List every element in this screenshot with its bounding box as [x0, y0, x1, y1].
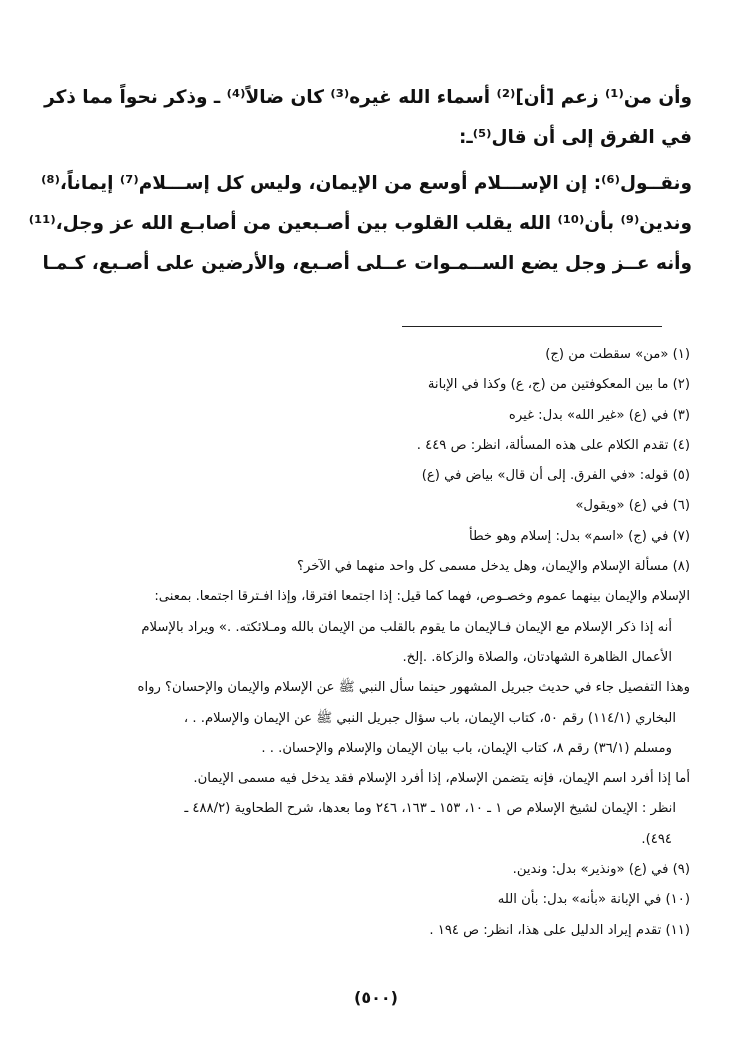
footnote-line: (٧) في (ج) «اسم» بدل: إسلام وهو خطأ — [469, 528, 690, 544]
footnote-line: أنه إذا ذكر الإسلام مع الإيمان فـالإيمان ما يقوم بالقلب من الإيمان بالله ومـلائكته. .» ويراد بالإسلام — [141, 619, 672, 635]
footnote-line: (٨) مسألة الإسلام والإيمان، وهل يدخل مسمى كل واحد منهما في الآخر؟ — [296, 559, 690, 575]
main-text-line: وندين⁽⁹⁾ بأن⁽¹⁰⁾ الله يقلب القلوب بين أصـبعين من أصابـع الله عز وجل،⁽¹¹⁾ — [28, 213, 692, 234]
main-text-line: ونقــول⁽⁶⁾: إن الإســـلام أوسع من الإيمان، وليس كل إســـلام⁽⁷⁾ إيماناً،⁽⁸⁾ — [41, 173, 692, 194]
footnote-line: (٩) في (ع) «ونذير» بدل: وندين. — [512, 862, 690, 878]
footnote-line: (٣) في (ع) «غير الله» بدل: غيره — [508, 407, 690, 423]
footnotes-block — [30, 340, 690, 946]
footnote-line: ٤٩٤). — [641, 831, 672, 847]
main-text-line: وأنه عــز وجل يضع الســمـوات عــلى أصـبع، والأرضين على أصـبع، كـمـا — [42, 253, 692, 274]
footnote-line: الأعمال الظاهرة الشهادتان، والصلاة والزكاة. .إلخ. — [402, 649, 672, 665]
footnote-line: (١١) تقدم إيراد الدليل على هذا، انظر: ص ١٩٤ . — [429, 922, 690, 938]
main-text-block — [28, 78, 692, 284]
footnote-line: (١) «من» سقطت من (ج) — [545, 347, 690, 362]
footnote-divider — [402, 326, 662, 327]
main-text-line: في الفرق إلى أن قال⁽⁵⁾ـ: — [459, 127, 692, 148]
footnote-line: أما إذا أفرد اسم الإيمان، فإنه يتضمن الإسلام، إذا أفرد الإسلام فقد يدخل فيه مسمى الإيمان. — [193, 771, 690, 787]
footnote-line: البخاري (١١٤/١) رقم ٥٠، كتاب الإيمان، باب سؤال جبريل النبي ﷺ عن الإيمان والإسلام. . ، — [183, 710, 676, 726]
footnote-line: انظر : الإيمان لشيخ الإسلام ص ١ ـ ١٠، ١٥٣ ـ ١٦٣، ٢٤٦ وما بعدها، شرح الطحاوية (٤٨٨/٢ ـ — [184, 801, 676, 817]
footnote-line: (١٠) في الإبانة «بأنه» بدل: بأن الله — [497, 892, 690, 908]
footnote-line: (٢) ما بين المعكوفتين من (ج، ع) وكذا في الإبانة — [427, 377, 690, 393]
footnote-line: ومسلم (٣٦/١) رقم ٨، كتاب الإيمان، باب بيان الإيمان والإسلام والإحسان. . . — [261, 740, 672, 756]
footnote-line: (٥) قوله: «في الفرق. إلى أن قال» بياض في (ع) — [421, 468, 690, 484]
page-number: (٥٠٠) — [354, 988, 398, 1007]
footnote-line: (٦) في (ع) «ويقول» — [575, 498, 690, 514]
main-text-line: وأن من⁽¹⁾ زعم [أن]⁽²⁾ أسماء الله غيره⁽³⁾ كان ضالاً⁽⁴⁾ ـ وذكر نحواً مما ذكر — [44, 87, 692, 108]
footnote-line: الإسلام والإيمان بينهما عموم وخصـوص، فهما كما قيل: إذا اجتمعا افترقا، وإذا افـترقا اجتمعا. بمعنى: — [154, 589, 690, 605]
footnote-line: (٤) تقدم الكلام على هذه المسألة، انظر: ص ٤٤٩ . — [416, 437, 690, 453]
footnote-line: وهذا التفصيل جاء في حديث جبريل المشهور حينما سأل النبي ﷺ عن الإسلام والإيمان والإحسان؟ رواه — [137, 680, 690, 696]
